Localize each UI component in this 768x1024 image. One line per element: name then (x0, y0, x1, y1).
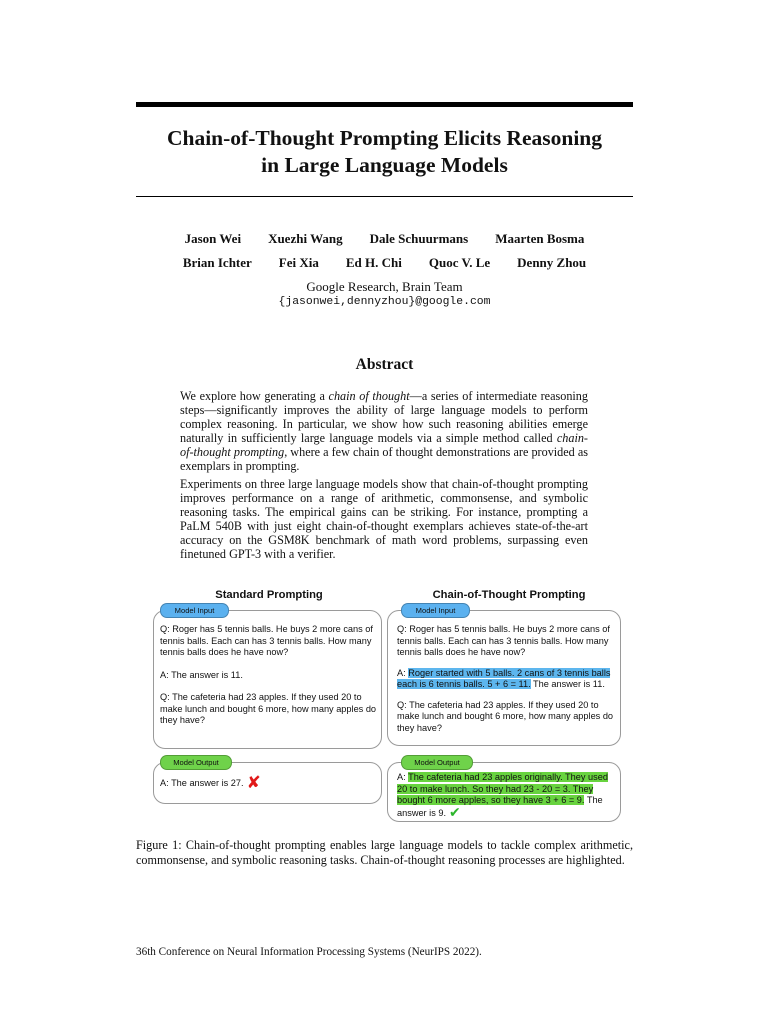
top-rule (136, 102, 633, 107)
question-2: Q: The cafeteria had 23 apples. If they used 20 to make lunch and bought 6 more, how many apples do they have? (397, 699, 614, 733)
author: Ed H. Chi (345, 255, 402, 270)
author: Xuezhi Wang (268, 231, 343, 246)
author: Denny Zhou (517, 255, 587, 270)
abstract-text: We explore how generating a (180, 389, 329, 403)
author: Jason Wei (184, 231, 242, 246)
abstract-text: , where a few chain of thought demonstrations are provided as exemplars in prompting. (180, 445, 588, 474)
affiliation: Google Research, Brain Team (306, 279, 463, 294)
cot-answer-prefix: A: (397, 667, 409, 678)
standard-model-output-label: Model Output (160, 755, 232, 770)
reasoning-highlight: Roger started with 5 balls. 2 cans of 3 tennis balls each is 6 tennis balls. 5 + 6 = 11. (397, 667, 611, 689)
author: Quoc V. Le (428, 255, 491, 270)
cot-output-prefix: A: (397, 772, 409, 782)
abstract-paragraph-2: Experiments on three large language models show that chain-of-thought prompting improves performance on a range of arithmetic, commonsense, and symbolic reasoning tasks. The empirical gains can be striking. For instance, prompting a PaLM 540B with just eight chain-of-thought exemplars achieves state-of-the-art accuracy on the GSM8K benchmark of math word problems, surpassing even finetuned GPT-3 with a verifier. (180, 477, 588, 562)
standard-output-text (160, 773, 378, 793)
author: Maarten Bosma (495, 231, 585, 246)
conference-footnote: 36th Conference on Neural Information Processing Systems (NeurIPS 2022). (136, 946, 482, 958)
author: Dale Schuurmans (369, 231, 469, 246)
question-1: Q: Roger has 5 tennis balls. He buys 2 more cans of tennis balls. Each can has 3 tennis balls. How many tennis balls does he have now? (160, 624, 373, 657)
authors-row-2 (136, 255, 633, 271)
title-line-1: Chain-of-Thought Prompting Elicits Reasoning (166, 126, 603, 150)
abstract-emphasis: chain of thought (328, 389, 410, 403)
author: Brian Ichter (182, 255, 252, 270)
authors-row-1 (136, 231, 633, 247)
cot-prompting-title: Chain-of-Thought Prompting (432, 589, 586, 601)
cross-icon: ✘ (246, 773, 261, 793)
title-rule (136, 196, 633, 197)
cot-answer-suffix: The answer is 11. (530, 679, 605, 689)
cot-answer-1 (397, 668, 617, 691)
author-email[interactable]: {jasonwei,dennyzhou}@google.com (278, 296, 491, 308)
abstract-emphasis: chain-of-thought prompting (180, 431, 588, 460)
standard-prompting-title: Standard Prompting (215, 589, 323, 601)
standard-input-text (160, 624, 378, 727)
cot-model-input-label: Model Input (401, 603, 470, 618)
cot-model-output-label: Model Output (401, 755, 473, 770)
author: Fei Xia (278, 255, 319, 270)
question-1: Q: Roger has 5 tennis balls. He buys 2 more cans of tennis balls. Each can has 3 tennis balls. How many tennis balls does he have now? (397, 624, 610, 657)
standard-answer-1: A: The answer is 11. (160, 669, 243, 680)
reasoning-highlight: The cafeteria had 23 apples originally. They used 20 to make lunch. So they had 23 - 20 = 3. They bought 6 more apples, so they have 3 + 6 = 9. (397, 772, 608, 805)
cot-input-text (397, 624, 617, 734)
paper-title (136, 125, 633, 179)
standard-output-answer: A: The answer is 27. (160, 778, 244, 788)
abstract-paragraph-1 (180, 389, 588, 474)
abstract-text: —a series of intermediate reasoning steps—significantly improves the ability of large language models to perform complex reasoning. In particular, we show how such reasoning abilities emerge naturally in sufficiently large language models via a simple method called (180, 389, 588, 446)
figure-caption: Figure 1: Chain-of-thought prompting enables large language models to tackle complex arithmetic, commonsense, and symbolic reasoning tasks. Chain-of-thought reasoning processes are highlighted. (136, 838, 633, 867)
cot-output-suffix: The answer is 9. (397, 795, 603, 818)
standard-model-input-label: Model Input (160, 603, 229, 618)
abstract-heading: Abstract (355, 356, 414, 373)
check-icon: ✔ (449, 804, 461, 821)
cot-output-text (397, 772, 617, 819)
question-2: Q: The cafeteria had 23 apples. If they used 20 to make lunch and bought 6 more, how many apples do they have? (160, 692, 377, 725)
title-line-2: in Large Language Models (261, 153, 508, 177)
